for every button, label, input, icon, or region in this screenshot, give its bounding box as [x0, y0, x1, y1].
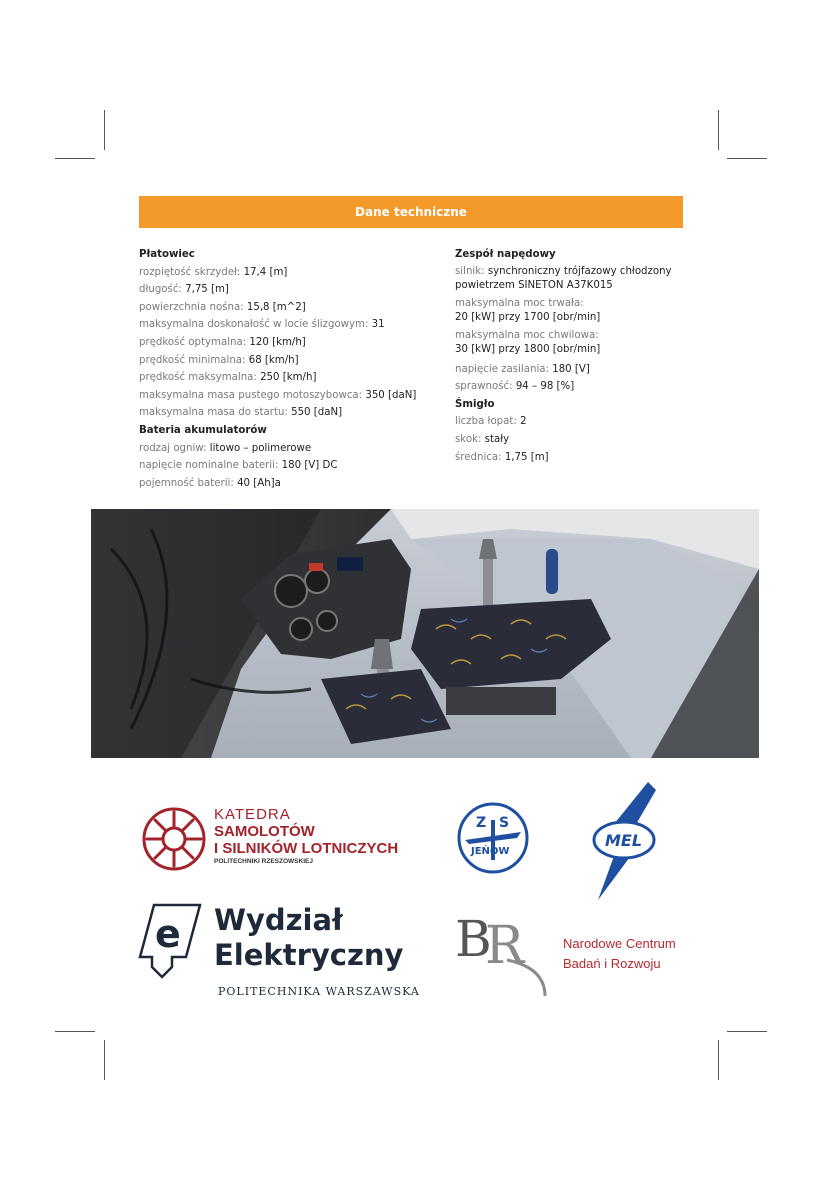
wydzial-line2: Elektryczny	[214, 938, 404, 972]
spec-row	[139, 440, 439, 458]
spec-value: 180 [V] DC	[281, 460, 338, 472]
spec-row	[139, 457, 439, 475]
spec-value: 68 [km/h]	[248, 354, 299, 366]
spec-label: prędkość optymalna:	[139, 336, 250, 348]
bateria-title: Bateria akumulatorów	[139, 424, 267, 436]
crop-mark	[104, 110, 105, 150]
spec-value: stały	[484, 433, 510, 445]
ncbr-monogram-b: B	[455, 910, 492, 968]
spec-label: maksymalna moc trwała:	[455, 297, 584, 309]
spec-label: prędkość maksymalna:	[139, 372, 261, 384]
katedra-line2: SAMOLOTÓW	[214, 823, 315, 840]
spec-row	[139, 369, 439, 387]
crop-mark	[104, 1040, 105, 1080]
wydzial-e-emblem-icon	[138, 903, 202, 979]
katedra-emblem-icon	[141, 806, 207, 872]
spec-value: 350 [daN]	[365, 389, 417, 401]
ncbr-logo	[455, 910, 695, 1004]
spec-value: 250 [km/h]	[260, 372, 317, 384]
crop-mark	[727, 1031, 767, 1032]
spec-row	[139, 475, 439, 493]
crop-mark	[718, 1040, 719, 1080]
spec-value: synchroniczny trójfazowy chłodzony powietrzem SINETON A37K015	[455, 265, 672, 292]
spec-label: napięcie nominalne baterii:	[139, 460, 282, 472]
zs-letter-s: S	[499, 815, 510, 831]
spec-row	[455, 361, 695, 379]
spec-label: prędkość minimalna:	[139, 354, 249, 366]
spec-row	[455, 329, 695, 358]
spec-value: 30 [kW] przy 1800 [obr/min]	[455, 344, 601, 356]
platowiec-title: Płatowiec	[139, 249, 195, 260]
spec-value: 550 [daN]	[291, 407, 343, 419]
spec-row	[139, 352, 439, 370]
spec-value: 31	[371, 319, 385, 331]
ncbr-line1: Narodowe Centrum	[563, 936, 676, 951]
spec-value: 20 [kW] przy 1700 [obr/min]	[455, 312, 601, 324]
zs-letter-z: Z	[476, 815, 487, 831]
crop-mark	[727, 158, 767, 159]
zs-jenow-logo	[457, 802, 529, 874]
spec-value: 7,75 [m]	[185, 284, 229, 296]
spec-label: długość:	[139, 284, 186, 296]
spec-label: skok:	[455, 433, 485, 445]
spec-value: 180 [V]	[552, 363, 590, 375]
section-header	[139, 196, 683, 228]
section-header-title: Dane techniczne	[355, 205, 467, 219]
spec-row	[139, 316, 439, 334]
spec-value: 120 [km/h]	[249, 336, 306, 348]
spec-value: 2	[520, 416, 527, 428]
spec-label: maksymalna moc chwilowa:	[455, 329, 599, 341]
spec-row	[455, 378, 695, 396]
spec-label: powierzchnia nośna:	[139, 301, 247, 313]
spec-label: silnik:	[455, 265, 488, 277]
spec-row	[139, 299, 439, 317]
spec-label: rozpiętość skrzydeł:	[139, 266, 244, 278]
wydzial-line1: Wydział	[214, 903, 343, 937]
spec-label: sprawność:	[455, 381, 516, 393]
katedra-line1: KATEDRA	[214, 806, 291, 823]
spec-value: 15,8 [m^2]	[246, 301, 306, 313]
spec-row	[139, 387, 439, 405]
spec-label: maksymalna doskonałość w locie ślizgowym:	[139, 319, 372, 331]
spec-row	[139, 334, 439, 352]
spec-value: 17,4 [m]	[243, 266, 288, 278]
crop-mark	[55, 1031, 95, 1032]
katedra-line4: POLITECHNIKI RZESZOWSKIEJ	[214, 858, 313, 865]
spec-value: 40 [Ah]a	[237, 477, 281, 489]
zs-jenow-text: JEŃÓW	[471, 846, 510, 857]
spec-label: maksymalna masa pustego motoszybowca:	[139, 389, 366, 401]
zespol-title: Zespół napędowy	[455, 249, 556, 260]
spec-row	[455, 297, 695, 326]
katedra-line3: I SILNIKÓW LOTNICZYCH	[214, 840, 399, 857]
spec-row	[455, 431, 695, 449]
spec-row	[139, 404, 439, 422]
spec-value: 1,75 [m]	[504, 451, 549, 463]
crop-mark	[718, 110, 719, 150]
spec-row	[455, 413, 695, 431]
spec-label: napięcie zasilania:	[455, 363, 553, 375]
spec-value: litowo – polimerowe	[209, 442, 312, 454]
wydzial-line3: POLITECHNIKA WARSZAWSKA	[218, 985, 420, 998]
spec-value: 94 – 98 [%]	[515, 381, 575, 393]
cockpit-photo	[91, 509, 759, 758]
spec-row	[455, 449, 695, 467]
smiglo-title: Śmigło	[455, 398, 495, 410]
mel-text: MEL	[605, 831, 643, 850]
spec-row	[139, 281, 439, 299]
spec-label: pojemność baterii:	[139, 477, 238, 489]
katedra-logo	[214, 806, 398, 867]
ncbr-monogram-r: R	[485, 916, 525, 976]
zs-jenow-emblem-icon	[457, 802, 529, 874]
mel-logo	[586, 782, 666, 902]
wydzial-logo	[214, 903, 420, 998]
spec-label: liczba łopat:	[455, 416, 521, 428]
crop-mark	[55, 158, 95, 159]
spec-label: rodzaj ogniw:	[139, 442, 210, 454]
spec-row	[139, 264, 439, 282]
ncbr-swoosh-icon	[505, 958, 565, 998]
spec-label: maksymalna masa do startu:	[139, 407, 292, 419]
svg-text:e: e	[155, 912, 181, 956]
spec-row	[455, 265, 695, 294]
spec-label: średnica:	[455, 451, 505, 463]
ncbr-line2: Badań i Rozwoju	[563, 956, 661, 971]
specs-right-column	[455, 246, 695, 466]
specs-left-column	[139, 246, 439, 492]
